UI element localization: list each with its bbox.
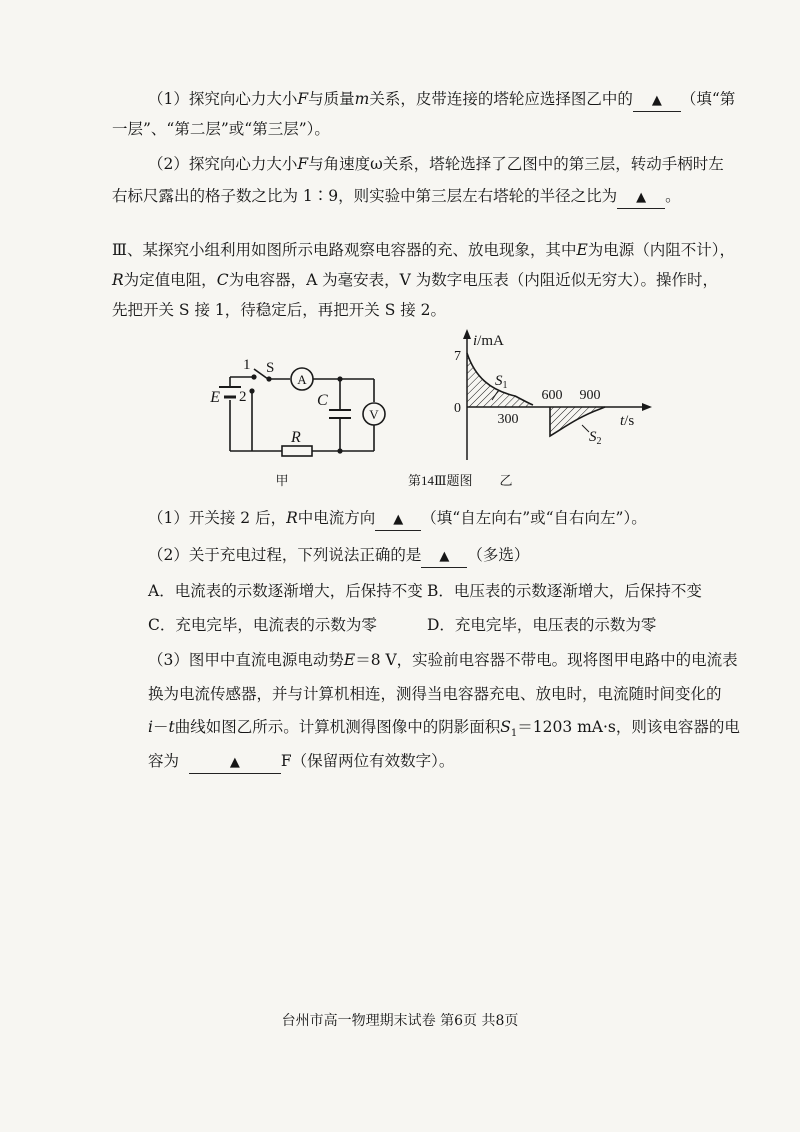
figure-label-yi: 乙: [499, 473, 513, 488]
circuit-node-1: 1: [243, 357, 251, 373]
q2-1-line1: （1）探究向心力大小F与质量m关系，皮带连接的塔轮应选择图乙中的 ▲ （填“第: [148, 89, 735, 112]
circuit-label-s: S: [266, 360, 275, 376]
graph-label-s1: $S_1$: [495, 373, 508, 391]
graph-origin: 0: [454, 401, 461, 416]
option-c: C．充电完毕，电流表的示数为零: [148, 616, 377, 634]
q3-3-line3: i－t曲线如图乙所示。计算机测得图像中的阴影面积$S_1=1203$ mA·s，则该电容器的电: [148, 718, 740, 740]
q3-intro-line1: Ⅲ、某探究小组利用如图所示电路观察电容器的充、放电现象，其中E为电源（内阻不计），: [112, 241, 736, 259]
graph-tick-900: 900: [579, 388, 601, 403]
q2-2-line2: 右标尺露出的格子数之比为 1∶9，则实验中第三层左右塔轮的半径之比为 ▲ 。: [112, 186, 681, 209]
q3-1-line: （1）开关接 2 后，R中电流方向 ▲ （填“自左向右”或“自右向左”）。: [148, 508, 647, 531]
circuit-node-2: 2: [239, 389, 247, 405]
q2-2-line1: （2）探究向心力大小F与角速度ω关系，塔轮选择了乙图中的第三层，转动手柄时左: [148, 155, 724, 173]
graph-tick-300: 300: [497, 412, 519, 427]
q3-3-line2: 换为电流传感器，并与计算机相连，测得当电容器充电、放电时，电流随时间变化的: [148, 685, 722, 703]
figure-label-jia: 甲: [275, 473, 289, 488]
q3-3-line4: 容为 ▲ F（保留两位有效数字）。: [148, 751, 454, 774]
page-footer: 台州市高一物理期末试卷 第6页 共8页: [281, 1013, 519, 1029]
voltmeter-label: V: [369, 407, 379, 422]
q3-intro-line2: R为定值电阻，C为电容器，A 为毫安表，V 为数字电压表（内阻近似无穷大）。操作时，: [112, 271, 719, 289]
q2-1-line2: 一层”、“第二层”或“第三层”）。: [112, 120, 330, 138]
figure-14-iii: [190, 325, 660, 495]
graph-label-s2: $S_2$: [589, 429, 602, 447]
q3-2-line: （2）关于充电过程，下列说法正确的是 ▲ （多选）: [148, 545, 529, 568]
graph-tick-7: 7: [454, 349, 461, 364]
answer-blank: ▲: [189, 753, 281, 774]
graph-y-label: i/mA: [473, 333, 504, 349]
option-a: A．电流表的示数逐渐增大，后保持不变: [148, 582, 423, 600]
graph-x-label: t/s: [620, 413, 635, 429]
option-b: B．电压表的示数逐渐增大，后保持不变: [427, 582, 702, 600]
q3-intro-line3: 先把开关 S 接 1，待稳定后，再把开关 S 接 2。: [112, 301, 447, 319]
circuit-label-r: R: [291, 429, 301, 446]
answer-blank: ▲: [421, 547, 467, 568]
answer-blank: ▲: [633, 91, 681, 112]
graph-tick-600: 600: [541, 388, 563, 403]
ammeter-label: A: [297, 372, 307, 387]
option-d: D．充电完毕，电压表的示数为零: [427, 616, 657, 634]
circuit-label-e: E: [210, 389, 220, 406]
figure-caption: 第14Ⅲ题图: [408, 473, 473, 488]
circuit-label-c: C: [317, 392, 328, 409]
answer-blank: ▲: [617, 188, 665, 209]
answer-blank: ▲: [375, 510, 421, 531]
q3-3-line1: （3）图甲中直流电源电动势E＝8 V，实验前电容器不带电。现将图甲电路中的电流表: [148, 651, 738, 669]
